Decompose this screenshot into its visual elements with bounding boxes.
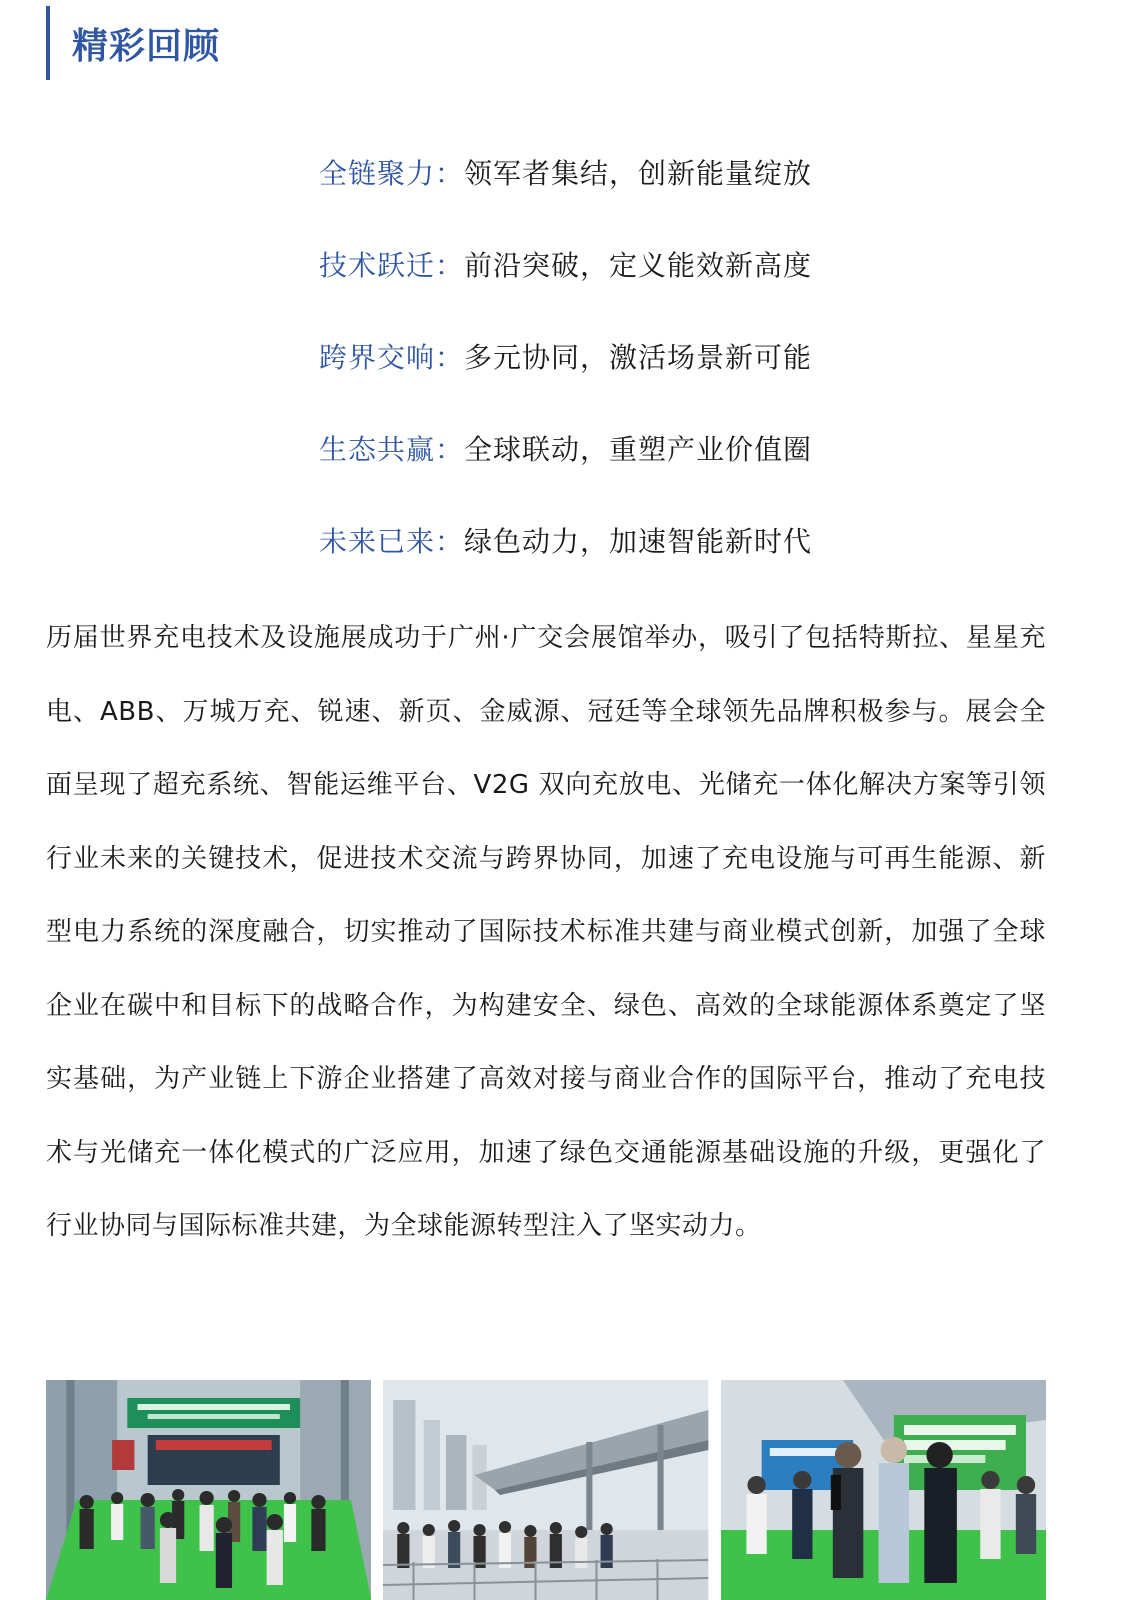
highlight-item <box>0 330 1131 422</box>
expo-visitors-image <box>721 1380 1046 1600</box>
highlight-key: 跨界交响： <box>318 341 464 374</box>
photo-gallery <box>46 1380 1046 1600</box>
section-title <box>46 6 220 80</box>
expo-entrance-photo <box>46 1380 371 1600</box>
highlight-item <box>0 422 1131 514</box>
highlight-key: 全链聚力： <box>318 157 464 190</box>
expo-queue-image <box>383 1380 708 1600</box>
expo-entrance-image <box>46 1380 371 1600</box>
highlight-key: 生态共赢： <box>318 433 464 466</box>
body-paragraph: 历届世界充电技术及设施展成功于广州·广交会展馆举办，吸引了包括特斯拉、星星充电、ABB、万城万充、锐速、新页、金威源、冠廷等全球领先品牌积极参与。展会全面呈现了超充系统、智能运维平台、V2G 双向充放电、光储充一体化解决方案等引领行业未来的关键技术，促进技术交流与跨界协同，加速了充电设施与可再生能源、新型电力系统的深度融合，切实推动了国际技术标准共建与商业模式创新，加强了全球企业在碳中和目标下的战略合作，为构建安全、绿色、高效的全球能源体系奠定了坚实基础，为产业链上下游企业搭建了高效对接与商业合作的国际平台，推动了充电技术与光储充一体化模式的广泛应用，加速了绿色交通能源基础设施的升级，更强化了行业协同与国际标准共建，为全球能源转型注入了坚实动力。 <box>46 623 1046 1241</box>
highlight-key: 技术跃迁： <box>318 249 464 282</box>
highlight-value: 领军者集结，创新能量绽放 <box>464 157 813 190</box>
highlight-value: 绿色动力，加速智能新时代 <box>464 525 813 558</box>
expo-queue-photo <box>383 1380 708 1600</box>
section-title-text: 精彩回顾 <box>72 25 221 67</box>
highlight-item <box>0 146 1131 238</box>
highlight-item <box>0 238 1131 330</box>
expo-visitors-photo <box>721 1380 1046 1600</box>
highlight-value: 前沿突破，定义能效新高度 <box>464 249 813 282</box>
highlights-list <box>0 146 1131 606</box>
highlight-value: 多元协同，激活场景新可能 <box>464 341 813 374</box>
highlight-key: 未来已来： <box>318 525 464 558</box>
highlight-item <box>0 514 1131 606</box>
highlight-value: 全球联动，重塑产业价值圈 <box>464 433 813 466</box>
